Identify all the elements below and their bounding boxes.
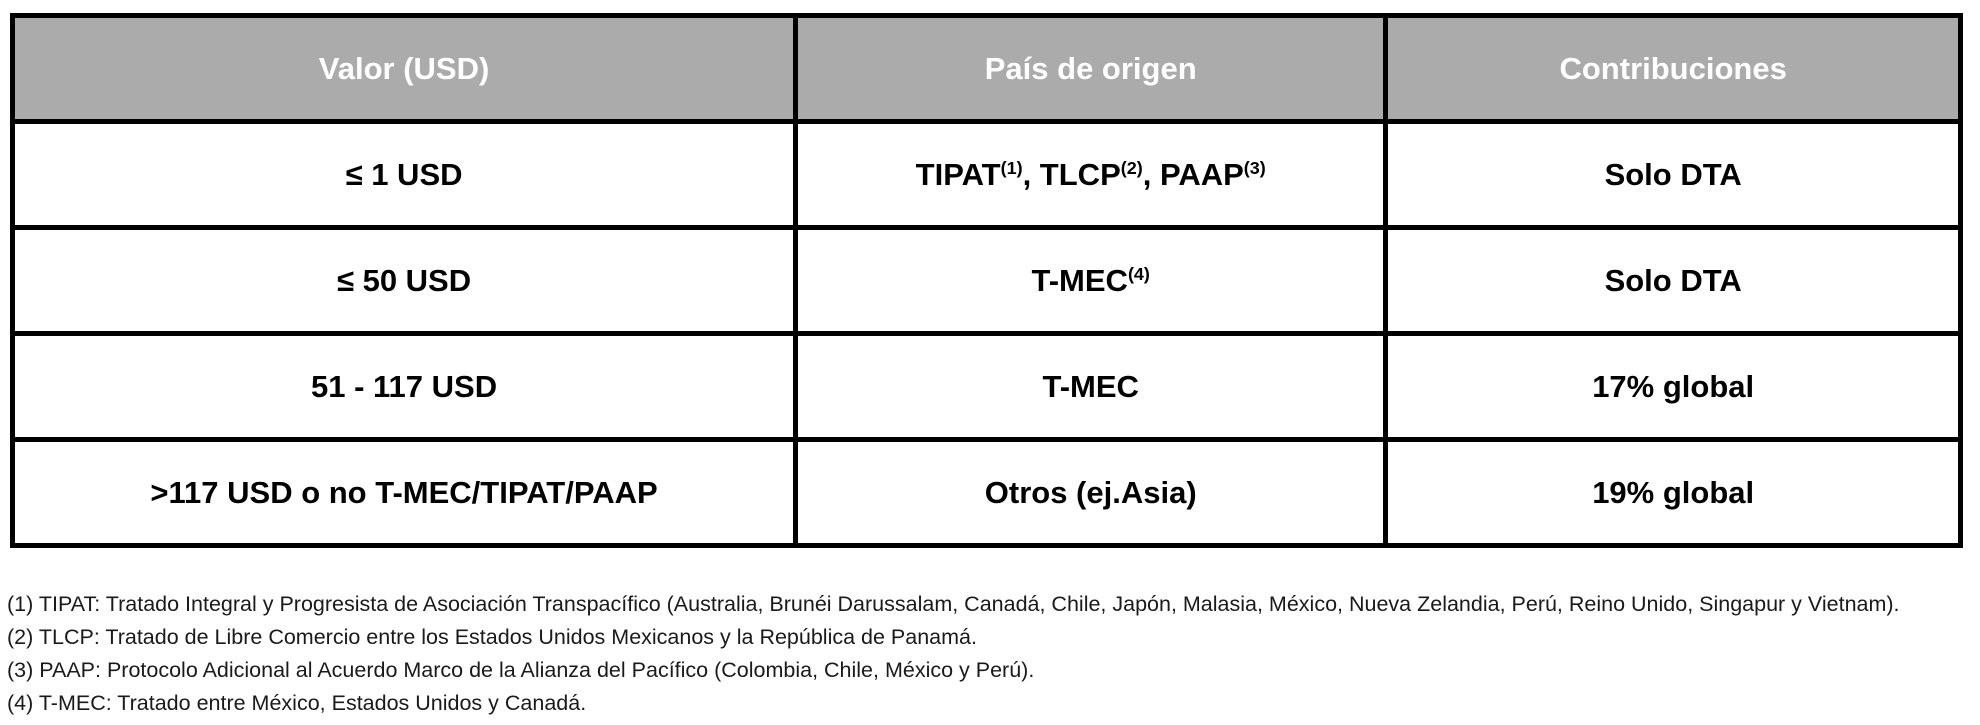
footnote-tmec: (4) T-MEC: Tratado entre México, Estados Unidos y Canadá.: [7, 691, 587, 715]
cell-valor: 51 - 117 USD: [13, 334, 796, 440]
table-row: [13, 334, 1961, 440]
cell-valor: ≤ 50 USD: [13, 228, 796, 334]
footnote-tipat: (1) TIPAT: Tratado Integral y Progresista de Asociación Transpacífico (Australia, Brunéi Darussalam, Canadá, Chile, Japón, Malasia, México, Nueva Zelandia, Perú, Reino Unido, Singapur y Vietnam).: [7, 592, 1900, 616]
header-valor: Valor (USD): [13, 16, 796, 122]
cell-valor: ≤ 1 USD: [13, 122, 796, 228]
cell-contribuciones: 17% global: [1386, 334, 1961, 440]
table-row: [13, 440, 1961, 546]
cell-pais: Otros (ej.Asia): [796, 440, 1386, 546]
cell-contribuciones: 19% global: [1386, 440, 1961, 546]
header-pais-de-origen: País de origen: [796, 16, 1386, 122]
footnote-tlcp: (2) TLCP: Tratado de Libre Comercio entre los Estados Unidos Mexicanos y la República de Panamá.: [7, 625, 977, 649]
cell-valor: >117 USD o no T-MEC/TIPAT/PAAP: [13, 440, 796, 546]
table-row: [13, 122, 1961, 228]
cell-pais: T-MEC$^{(4)}$: [796, 228, 1386, 334]
cell-pais: T-MEC: [796, 334, 1386, 440]
header-contribuciones: Contribuciones: [1386, 16, 1961, 122]
footnotes: [7, 588, 1973, 720]
cell-contribuciones: Solo DTA: [1386, 228, 1961, 334]
customs-duty-table: [10, 13, 1963, 548]
cell-contribuciones: Solo DTA: [1386, 122, 1961, 228]
footnote-paap: (3) PAAP: Protocolo Adicional al Acuerdo Marco de la Alianza del Pacífico (Colombia, Chile, México y Perú).: [7, 658, 1035, 682]
cell-pais: TIPAT$^{(1)}$, TLCP$^{(2)}$, PAAP$^{(3)}$: [796, 122, 1386, 228]
header-row: [13, 16, 1961, 122]
table-row: [13, 228, 1961, 334]
